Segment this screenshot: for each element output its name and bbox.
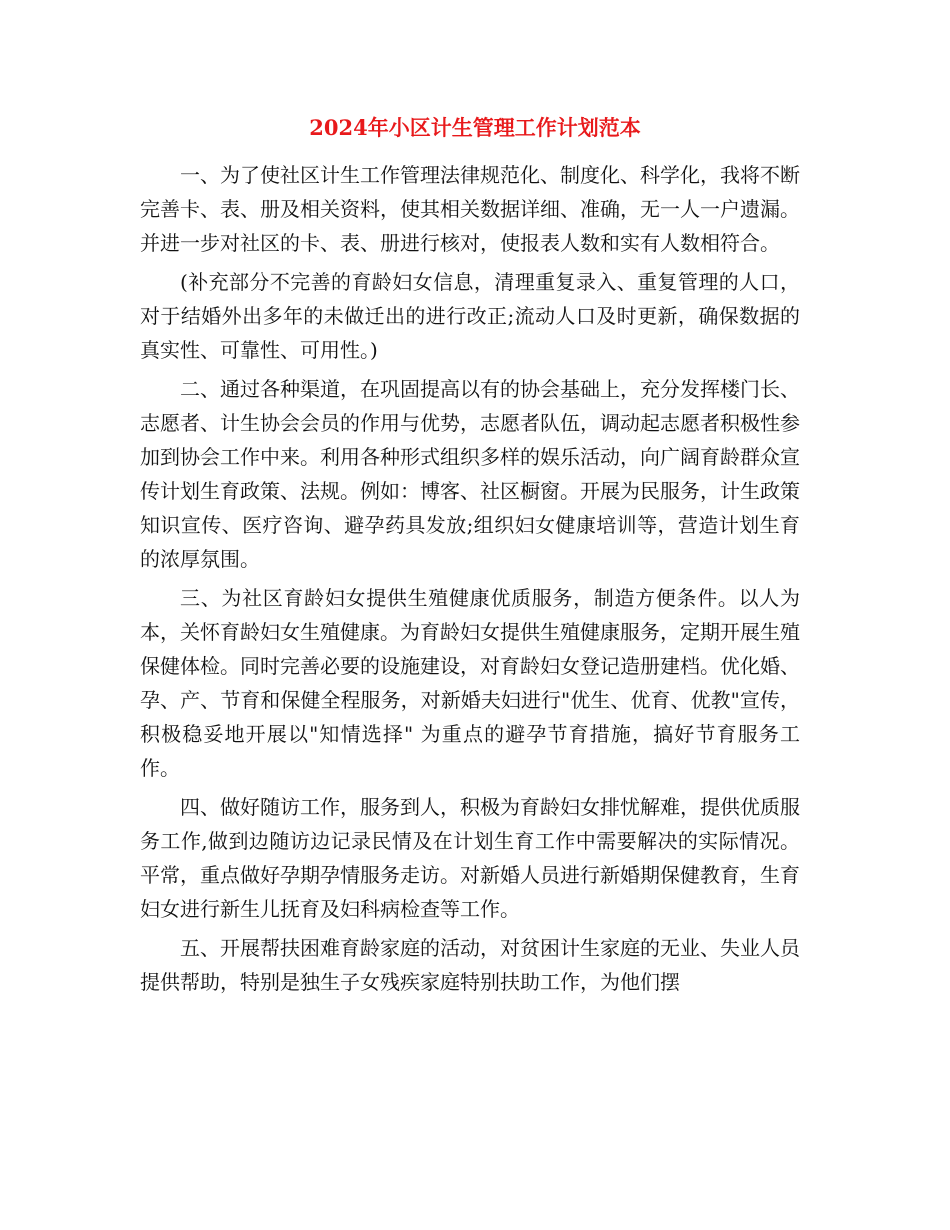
paragraph-4: 三、为社区育龄妇女提供生殖健康优质服务，制造方便条件。以人为本，关怀育龄妇女生殖健康。为育龄妇女提供生殖健康服务，定期开展生殖保健体检。同时完善必要的设施建设，对育龄妇女登记造册建档。优化婚、孕、产、节育和保健全程服务，对新婚夫妇进行"优生、优育、优教"宣传，积极稳妥地开展以"知情选择" 为重点的避孕节育措施，搞好节育服务工作。 (140, 586, 800, 780)
paragraph-1: 一、为了使社区计生工作管理法律规范化、制度化、科学化，我将不断完善卡、表、册及相关资料，使其相关数据详细、准确，无一人一户遗漏。并进一步对社区的卡、表、册进行核对，使报表人数和实有人数相符合。 (140, 163, 800, 255)
document-body (140, 158, 800, 1004)
paragraph-2: (补充部分不完善的育龄妇女信息，清理重复录入、重复管理的人口，对于结婚外出多年的未做迁出的进行改正;流动人口及时更新，确保数据的真实性、可靠性、可用性。) (140, 270, 800, 362)
paragraph-5: 四、做好随访工作，服务到人，积极为育龄妇女排忧解难，提供优质服务工作,做到边随访边记录民情及在计划生育工作中需要解决的实际情况。平常，重点做好孕期孕情服务走访。对新婚人员进行新婚期保健教育，生育妇女进行新生儿抚育及妇科病检查等工作。 (140, 795, 800, 921)
document-title: 2024年小区计生管理工作计划范本 (309, 115, 641, 140)
paragraph-6: 五、开展帮扶困难育龄家庭的活动，对贫困计生家庭的无业、失业人员提供帮助，特别是独生子女残疾家庭特别扶助工作，为他们摆 (140, 936, 800, 994)
paragraph-3: 二、通过各种渠道，在巩固提高以有的协会基础上，充分发挥楼门长、志愿者、计生协会会员的作用与优势，志愿者队伍，调动起志愿者积极性参加到协会工作中来。利用各种形式组织多样的娱乐活动，向广阔育龄群众宣传计划生育政策、法规。例如：博客、社区橱窗。开展为民服务，计生政策知识宣传、医疗咨询、避孕药具发放;组织妇女健康培训等，营造计划生育的浓厚氛围。 (140, 377, 800, 571)
